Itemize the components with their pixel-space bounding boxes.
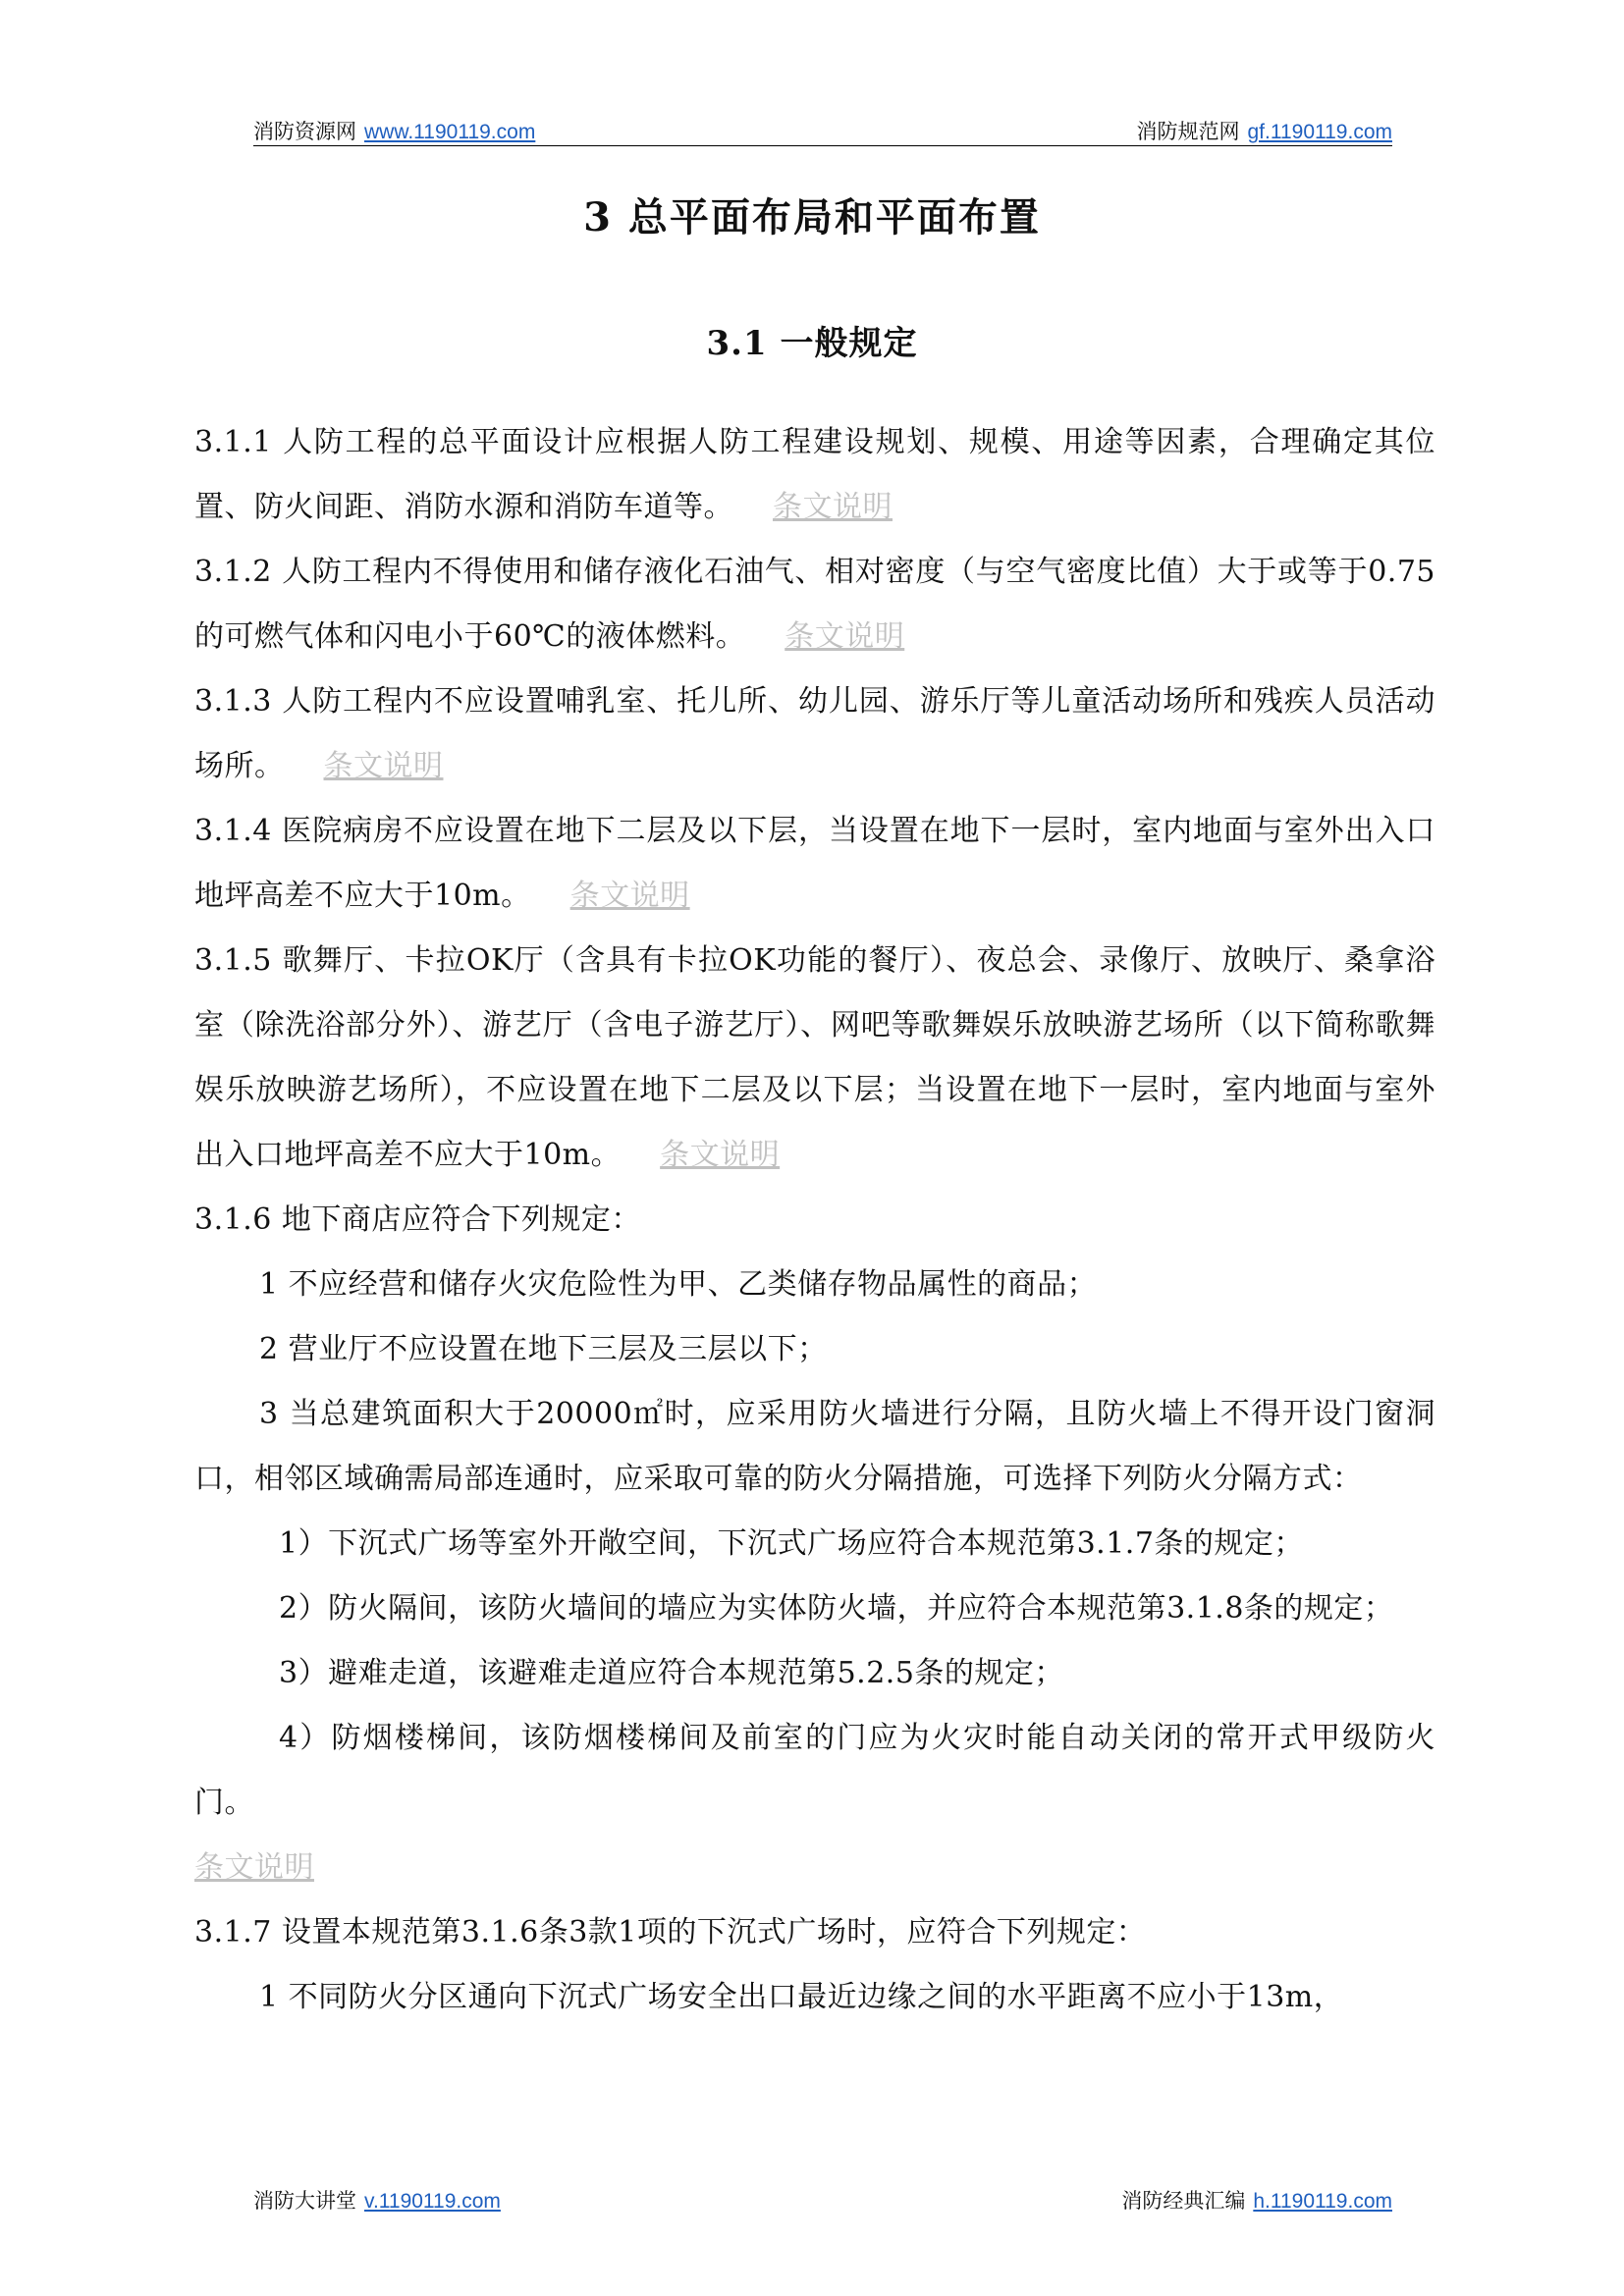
- clause-note-link[interactable]: 条文说明: [194, 1850, 314, 1885]
- header-right-link[interactable]: gf.1190119.com: [1247, 121, 1392, 143]
- clause-3-1-6-sub-2: 2）防火隔间，该防火墙间的墙应为实体防火墙，并应符合本规范第3.1.8条的规定；: [279, 1591, 1394, 1626]
- clause-3-1-6-item-1: 1 不应经营和储存火灾危险性为甲、乙类储存物品属性的商品；: [259, 1267, 1098, 1302]
- clause-3-1-7-item-1: 1 不同防火分区通向下沉式广场安全出口最近边缘之间的水平距离不应小于13m，: [259, 1980, 1344, 2014]
- clause-note-row: [194, 1836, 1435, 1900]
- page-header: [253, 116, 1392, 146]
- header-left-link[interactable]: www.1190119.com: [364, 121, 536, 143]
- clause-3-1-6: 3.1.6 地下商店应符合下列规定：: [194, 1202, 641, 1237]
- header-left-text: 消防资源网: [253, 120, 356, 143]
- clause-3-1-6-item-3: 3 当总建筑面积大于20000㎡时，应采用防火墙进行分隔，且防火墙上不得开设门窗洞口，相邻区域确需局部连通时，应采取可靠的防火分隔措施，可选择下列防火分隔方式：: [194, 1397, 1435, 1496]
- footer-right-text: 消防经典汇编: [1121, 2189, 1246, 2213]
- document-body: [194, 410, 1435, 2030]
- clause-note-link[interactable]: 条文说明: [785, 619, 905, 654]
- clause-3-1-6-item-2: 2 营业厅不应设置在地下三层及三层以下；: [259, 1332, 828, 1366]
- page-title: 3 总平面布局和平面布置: [583, 194, 1041, 240]
- clause-note-link[interactable]: 条文说明: [773, 490, 893, 524]
- clause-3-1-6-sub-1: 1）下沉式广场等室外开敞空间，下沉式广场应符合本规范第3.1.7条的规定；: [279, 1526, 1304, 1561]
- footer-left-text: 消防大讲堂: [253, 2189, 356, 2213]
- clause-note-link[interactable]: 条文说明: [660, 1138, 781, 1172]
- clause-3-1-2: 3.1.2 人防工程内不得使用和储存液化石油气、相对密度（与空气密度比值）大于或等于0.75的可燃气体和闪电小于60℃的液体燃料。 条文说明: [194, 555, 1435, 654]
- clause-3-1-3: 3.1.3 人防工程内不应设置哺乳室、托儿所、幼儿园、游乐厅等儿童活动场所和残疾人员活动场所。 条文说明: [194, 684, 1435, 783]
- clause-3-1-7: 3.1.7 设置本规范第3.1.6条3款1项的下沉式广场时，应符合下列规定：: [194, 1915, 1147, 1949]
- clause-3-1-6-sub-4: 4）防烟楼梯间，该防烟楼梯间及前室的门应为火灾时能自动关闭的常开式甲级防火门。: [194, 1721, 1435, 1820]
- footer-right-link[interactable]: h.1190119.com: [1253, 2190, 1392, 2213]
- clause-3-1-6-sub-3: 3）避难走道，该避难走道应符合本规范第5.2.5条的规定；: [279, 1656, 1064, 1690]
- clause-3-1-4: 3.1.4 医院病房不应设置在地下二层及以下层，当设置在地下一层时，室内地面与室外出入口地坪高差不应大于10m。 条文说明: [194, 814, 1435, 913]
- clause-note-link[interactable]: 条文说明: [569, 879, 690, 913]
- header-right: [1137, 116, 1393, 145]
- header-left: [253, 116, 535, 145]
- clause-3-1-1: 3.1.1 人防工程的总平面设计应根据人防工程建设规划、规模、用途等因素，合理确定其位置、防火间距、消防水源和消防车道等。 条文说明: [194, 425, 1435, 524]
- section-title: 3.1 一般规定: [706, 324, 918, 363]
- footer-left: [253, 2185, 501, 2215]
- header-right-text: 消防规范网: [1136, 120, 1240, 143]
- page-footer: [253, 2185, 1392, 2215]
- clause-note-link[interactable]: 条文说明: [323, 749, 444, 783]
- clause-3-1-5: 3.1.5 歌舞厅、卡拉OK厅（含具有卡拉OK功能的餐厅）、夜总会、录像厅、放映厅、桑拿浴室（除洗浴部分外）、游艺厅（含电子游艺厅）、网吧等歌舞娱乐放映游艺场所（以下简称歌舞娱乐放映游艺场所），不应设置在地下二层及以下层；当设置在地下一层时，室内地面与室外出入口地坪高差不应大于10m。 条文说明: [194, 943, 1435, 1172]
- footer-right: [1121, 2185, 1392, 2215]
- footer-left-link[interactable]: v.1190119.com: [364, 2190, 501, 2213]
